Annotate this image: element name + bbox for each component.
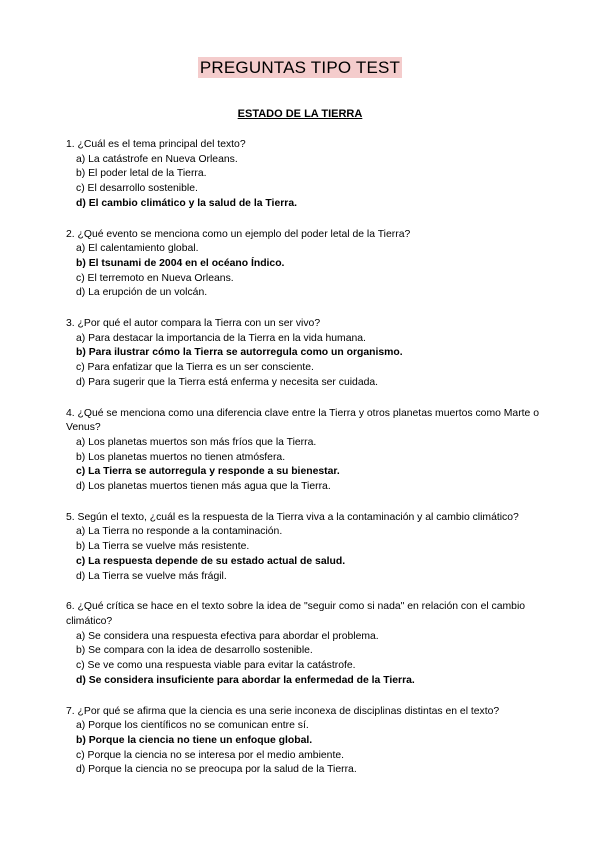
answer-option: d) Los planetas muertos tienen más agua que la Tierra.	[76, 481, 331, 493]
answer-option-correct: c) La respuesta depende de su estado actual de salud.	[76, 555, 346, 567]
answer-option: c) Se ve como una respuesta viable para evitar la catástrofe.	[76, 660, 356, 672]
question-stem: 1. ¿Cuál es el tema principal del texto?	[66, 139, 246, 150]
question-block	[66, 228, 546, 302]
question-stem: 7. ¿Por qué se afirma que la ciencia es una serie inconexa de disciplinas distintas en el texto?	[66, 705, 500, 717]
answer-option: a) El calentamiento global.	[76, 243, 199, 255]
answer-option: b) La Tierra se vuelve más resistente.	[76, 541, 250, 553]
answer-option-correct: b) Para ilustrar cómo la Tierra se autorregula como un organismo.	[76, 347, 403, 359]
section-subtitle: ESTADO DE LA TIERRA	[237, 108, 363, 120]
document-title: PREGUNTAS TIPO TEST	[199, 58, 401, 77]
question-stem: 5. Según el texto, ¿cuál es la respuesta de la Tierra viva a la contaminación y al cambio climático?	[66, 511, 519, 523]
question-stem: 3. ¿Por qué el autor compara la Tierra con un ser vivo?	[66, 318, 321, 330]
question-block	[66, 705, 546, 779]
question-block	[66, 317, 546, 391]
answer-option: a) La catástrofe en Nueva Orleans.	[76, 153, 238, 165]
answer-option-correct: d) El cambio climático y la salud de la Tierra.	[76, 197, 297, 209]
question-stem: 4. ¿Qué se menciona como una diferencia clave entre la Tierra y otros planetas muertos como Marte o Venus?	[66, 407, 540, 434]
question-block	[66, 138, 546, 212]
answer-option-correct: d) Se considera insuficiente para abordar la enfermedad de la Tierra.	[76, 674, 415, 686]
answer-option: a) Se considera una respuesta efectiva para abordar el problema.	[76, 630, 379, 642]
answer-option: c) Porque la ciencia no se interesa por el medio ambiente.	[76, 749, 344, 761]
answer-option-correct: b) Porque la ciencia no tiene un enfoque global.	[76, 734, 313, 746]
answer-option: a) Los planetas muertos son más fríos que la Tierra.	[76, 436, 317, 448]
question-stem: 2. ¿Qué evento se menciona como un ejemplo del poder letal de la Tierra?	[66, 228, 411, 240]
answer-option: a) Para destacar la importancia de la Tierra en la vida humana.	[76, 332, 366, 344]
question-block	[66, 407, 546, 495]
answer-option: b) El poder letal de la Tierra.	[76, 168, 207, 180]
answer-option: c) Para enfatizar que la Tierra es un ser consciente.	[76, 362, 314, 374]
answer-option: b) Los planetas muertos no tienen atmósfera.	[76, 451, 286, 463]
answer-option-correct: c) La Tierra se autorregula y responde a su bienestar.	[76, 466, 340, 478]
answer-option: a) La Tierra no responde a la contaminación.	[76, 526, 283, 538]
answer-option: d) Para sugerir que la Tierra está enferma y necesita ser cuidada.	[76, 376, 379, 388]
answer-option-correct: b) El tsunami de 2004 en el océano Índico.	[76, 257, 285, 269]
answer-option: c) El terremoto en Nueva Orleans.	[76, 272, 234, 284]
question-block	[66, 511, 546, 585]
answer-option: b) Se compara con la idea de desarrollo sostenible.	[76, 645, 313, 657]
answer-option: c) El desarrollo sostenible.	[76, 183, 198, 195]
question-stem: 6. ¿Qué crítica se hace en el texto sobre la idea de "seguir como si nada" en relación con el cambio climático?	[66, 601, 526, 627]
document-title-wrapper	[0, 58, 600, 78]
question-block	[66, 600, 546, 688]
answer-option: d) La Tierra se vuelve más frágil.	[76, 570, 227, 582]
answer-option: a) Porque los científicos no se comunican entre sí.	[76, 720, 309, 732]
answer-option: d) Porque la ciencia no se preocupa por la salud de la Tierra.	[76, 764, 357, 776]
question-list	[66, 138, 546, 794]
answer-option: d) La erupción de un volcán.	[76, 287, 208, 299]
